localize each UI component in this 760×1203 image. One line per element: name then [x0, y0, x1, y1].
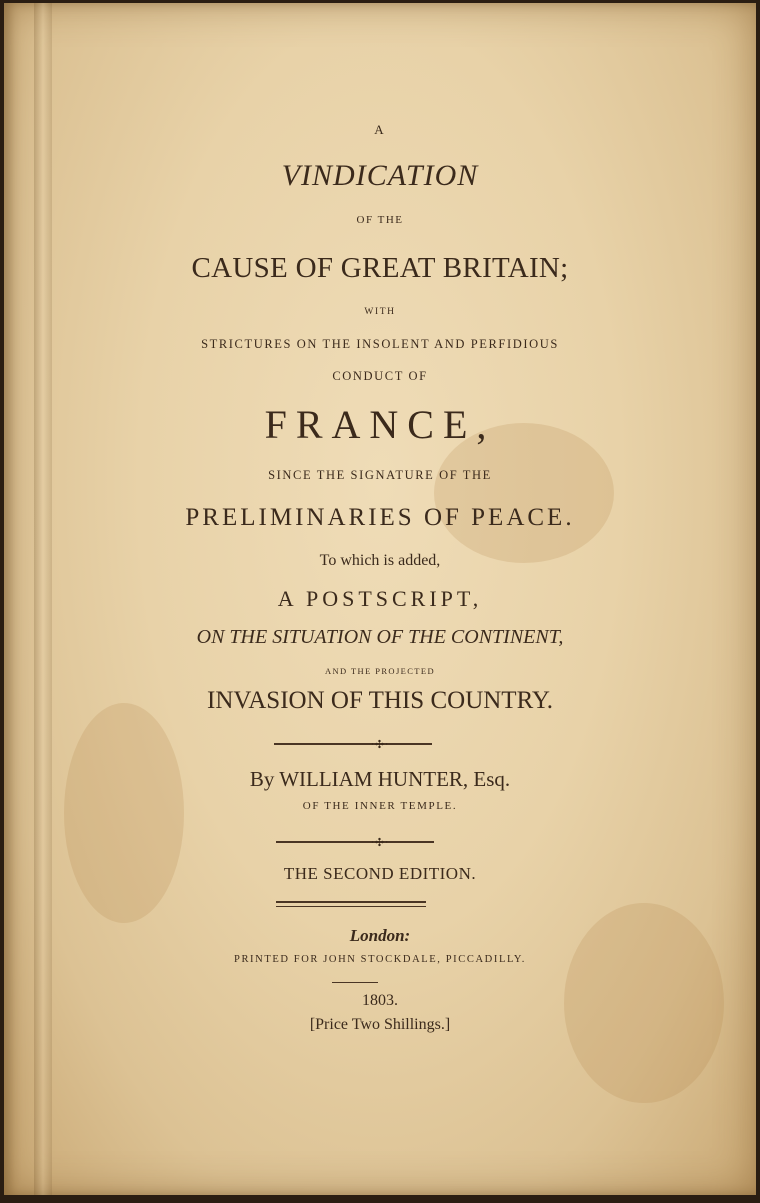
vindication-line: VINDICATION	[281, 159, 479, 192]
cause-line: CAUSE OF GREAT BRITAIN;	[191, 252, 569, 284]
with-line: WITH	[364, 307, 396, 317]
projected-line: AND THE PROJECTED	[324, 666, 436, 676]
city-line: London:	[349, 926, 411, 945]
author-line: By WILLIAM HUNTER, Esq.	[249, 767, 511, 791]
ornament-flourish: ⸱✣⸱	[370, 739, 390, 751]
price-line: [Price Two Shillings.]	[309, 1016, 451, 1033]
paper-stain	[64, 703, 184, 923]
edition-line: THE SECOND EDITION.	[283, 864, 477, 883]
since-line: SINCE THE SIGNATURE OF THE	[268, 468, 492, 482]
invasion-line: INVASION OF THIS COUNTRY.	[207, 687, 553, 714]
postscript-line: A POSTSCRIPT,	[277, 586, 483, 611]
of-the-line: OF THE	[356, 214, 404, 226]
printer-line: PRINTED FOR JOHN STOCKDALE, PICCADILLY.	[234, 954, 526, 965]
article-line: A	[374, 122, 386, 137]
temple-line: OF THE INNER TEMPLE.	[302, 800, 458, 812]
preliminaries-line: PRELIMINARIES OF PEACE.	[185, 504, 575, 531]
ornament-flourish: ⸱✣⸱	[370, 837, 390, 849]
conduct-of-line: CONDUCT OF	[332, 369, 428, 383]
year-line: 1803.	[362, 992, 398, 1009]
france-line: FRANCE,	[264, 402, 496, 447]
double-rule	[276, 901, 426, 907]
strictures-line: STRICTURES ON THE INSOLENT AND PERFIDIOUS	[201, 337, 559, 351]
situation-line: ON THE SITUATION OF THE CONTINENT,	[196, 626, 564, 648]
short-rule	[332, 982, 378, 983]
added-line: To which is added,	[319, 552, 441, 569]
title-page	[4, 3, 756, 1195]
